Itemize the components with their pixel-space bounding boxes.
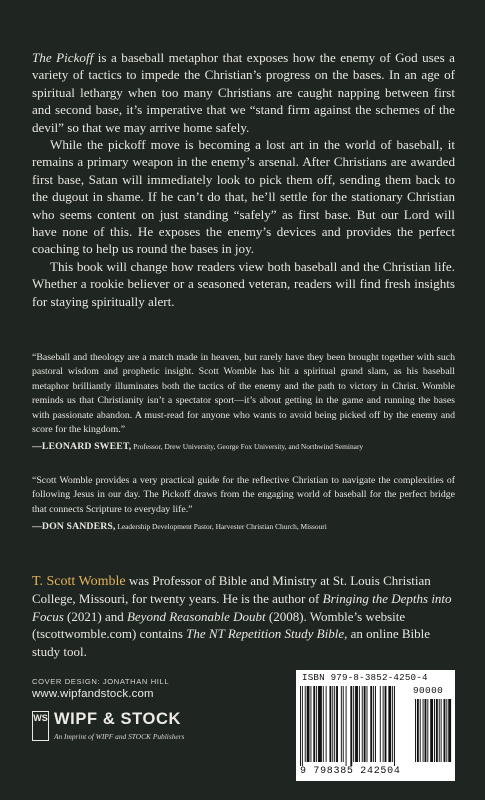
- endorsement-attribution: [32, 440, 455, 453]
- barcode-bar: [388, 686, 391, 762]
- barcode-bar: [307, 686, 310, 762]
- barcode-bar: [350, 686, 352, 766]
- barcode-bar: [334, 686, 335, 762]
- barcode-bar: [367, 686, 368, 762]
- book-title: Beyond Reasonable Doubt: [126, 608, 266, 624]
- publisher-tagline: An Imprint of WIPF and STOCK Publishers: [54, 732, 185, 741]
- description-paragraph-3: This book will change how readers view both baseball and the Christian life. Whether a rookie believer or a seasoned veteran, readers will find fresh insights for staying spiritually alert.: [32, 258, 455, 309]
- description-paragraph-2: While the pickoff move is becoming a lost art in the world of baseball, it remains a primary weapon in the enemy’s arsenal. After Christians are awarded first base, Satan will immediately look to pick them off, sending them back to the dugout in shame. If he can’t do that, he’ll settle for the stationary Christian who seems content on just standing “safely” as first base. But our Lord will have none of this. He exposes the enemy’s devices and provides the perfect coaching to help us round the bases in joy.: [32, 137, 455, 257]
- barcode-bar: [332, 686, 333, 762]
- barcode-bar: [346, 686, 347, 766]
- barcode-bar: [362, 686, 363, 762]
- barcode-digits: 9 798385 242504: [300, 766, 401, 777]
- barcode-bar: [375, 686, 376, 762]
- barcode-bar: [359, 686, 360, 762]
- barcode-bar: [336, 686, 338, 762]
- barcode-addon-bar: [434, 699, 435, 762]
- ws-logo-icon: WS: [32, 711, 49, 741]
- back-cover-description: [32, 49, 455, 310]
- barcode-bar: [383, 686, 384, 762]
- barcode-addon-bar: [446, 699, 447, 762]
- barcode-bar: [329, 686, 331, 762]
- endorser-title: Leadership Development Pastor, Harvester Christian Church, Missouri: [115, 522, 327, 532]
- barcode-addon-bar: [436, 699, 438, 762]
- barcode-bar: [373, 686, 374, 762]
- barcode-addon-bar: [430, 699, 433, 762]
- book-title: Bringing the Depths into Focus: [32, 591, 452, 624]
- endorsement-sweet: [32, 351, 455, 453]
- barcode-bar: [316, 686, 317, 762]
- barcode-bar: [305, 686, 306, 762]
- barcode-bar: [353, 686, 354, 762]
- book-title: The NT Repetition Study Bible: [186, 626, 345, 642]
- barcode-bars: [300, 686, 452, 766]
- barcode-addon-bar: [415, 699, 416, 762]
- barcode-bar: [380, 686, 381, 762]
- barcode-bar: [364, 686, 366, 762]
- barcode-bar: [323, 686, 324, 762]
- endorser-name: —LEONARD SWEET,: [32, 441, 132, 453]
- barcode-bar: [341, 686, 342, 762]
- author-name: T. Scott Womble: [32, 574, 126, 589]
- barcode-bar: [310, 686, 311, 762]
- barcode-addon-bar: [427, 699, 428, 762]
- barcode-bar: [313, 686, 315, 762]
- book-title-italic: The Pickoff: [32, 50, 94, 65]
- isbn-barcode: [296, 670, 455, 781]
- barcode-bar: [385, 686, 387, 762]
- barcode-addon-bar: [444, 699, 446, 762]
- barcode-addon-bar: [425, 699, 427, 762]
- barcode-addon-bar: [420, 699, 421, 762]
- endorser-title: Professor, Drew University, George Fox University, and Northwind Seminary: [131, 442, 364, 452]
- isbn-label: ISBN 979-8-3852-4250-4: [302, 672, 428, 683]
- publisher-name: WIPF & STOCK: [54, 710, 181, 728]
- barcode-bar: [300, 686, 301, 766]
- endorser-name: —DON SANDERS,: [32, 521, 116, 533]
- barcode-addon-bar: [439, 699, 440, 762]
- publisher-website: www.wipfandstock.com: [32, 688, 154, 700]
- barcode-addon-bar: [423, 699, 424, 762]
- barcode-addon-bar: [441, 699, 442, 762]
- barcode-addon-digits: 90000: [413, 685, 444, 696]
- cover-design-credit: COVER DESIGN: JONATHAN HILL: [32, 677, 170, 686]
- publisher-logo: [32, 710, 247, 746]
- barcode-addon-bar: [448, 699, 451, 762]
- barcode-bar: [343, 686, 344, 762]
- barcode-bar: [394, 686, 395, 766]
- barcode-bar: [318, 686, 322, 762]
- barcode-bar: [302, 686, 303, 766]
- endorsement-attribution: [32, 520, 455, 533]
- description-paragraph-1: The Pickoff is a baseball metaphor that exposes how the enemy of God uses a variety of tactics to impede the Christian’s progress on the bases. In an age of spiritual lethargy when too many Christians are caught napping between first and second base, it’s imperative that we “stand firm against the schemes of the devil” so that we may arrive home safely.: [32, 50, 455, 135]
- barcode-addon-bar: [417, 699, 419, 762]
- barcode-bar: [392, 686, 393, 762]
- endorsement-quote: “Scott Womble provides a very practical guide for the reflective Christian to navigate the complexities of following Jesus in our day. The Pickoff draws from the engaging world of baseball for the perfect bridge that connects Scripture to everyday life.”: [32, 475, 455, 515]
- barcode-bar: [355, 686, 358, 762]
- barcode-bar: [370, 686, 372, 762]
- endorsement-sanders: [32, 474, 455, 533]
- barcode-bar: [326, 686, 327, 762]
- author-bio: T. Scott Womble was Professor of Bible and Ministry at St. Louis Christian College, Missouri, for twenty years. He is the author of Bringing the Depths into Focus (2021) and Beyond Reasonable Doubt (2008). Womble’s website (tscottwomble.com) contains The NT Repetition Study Bible, an online Bible study tool.: [32, 573, 452, 659]
- endorsement-quote: “Baseball and theology are a match made in heaven, but rarely have they been brought together with such pastoral wisdom and prophetic insight. Scott Womble has hit a spiritual grand slam, as his baseball metaphor brilliantly illuminates both the tactics of the enemy and the path to victory in Christ. Womble reminds us that Christianity isn’t a spectator sport—it’s about getting in the game and running the bases with passionate abandon. A must-read for anyone who wants to avoid being picked off by the enemy and score for the kingdom.”: [32, 352, 455, 436]
